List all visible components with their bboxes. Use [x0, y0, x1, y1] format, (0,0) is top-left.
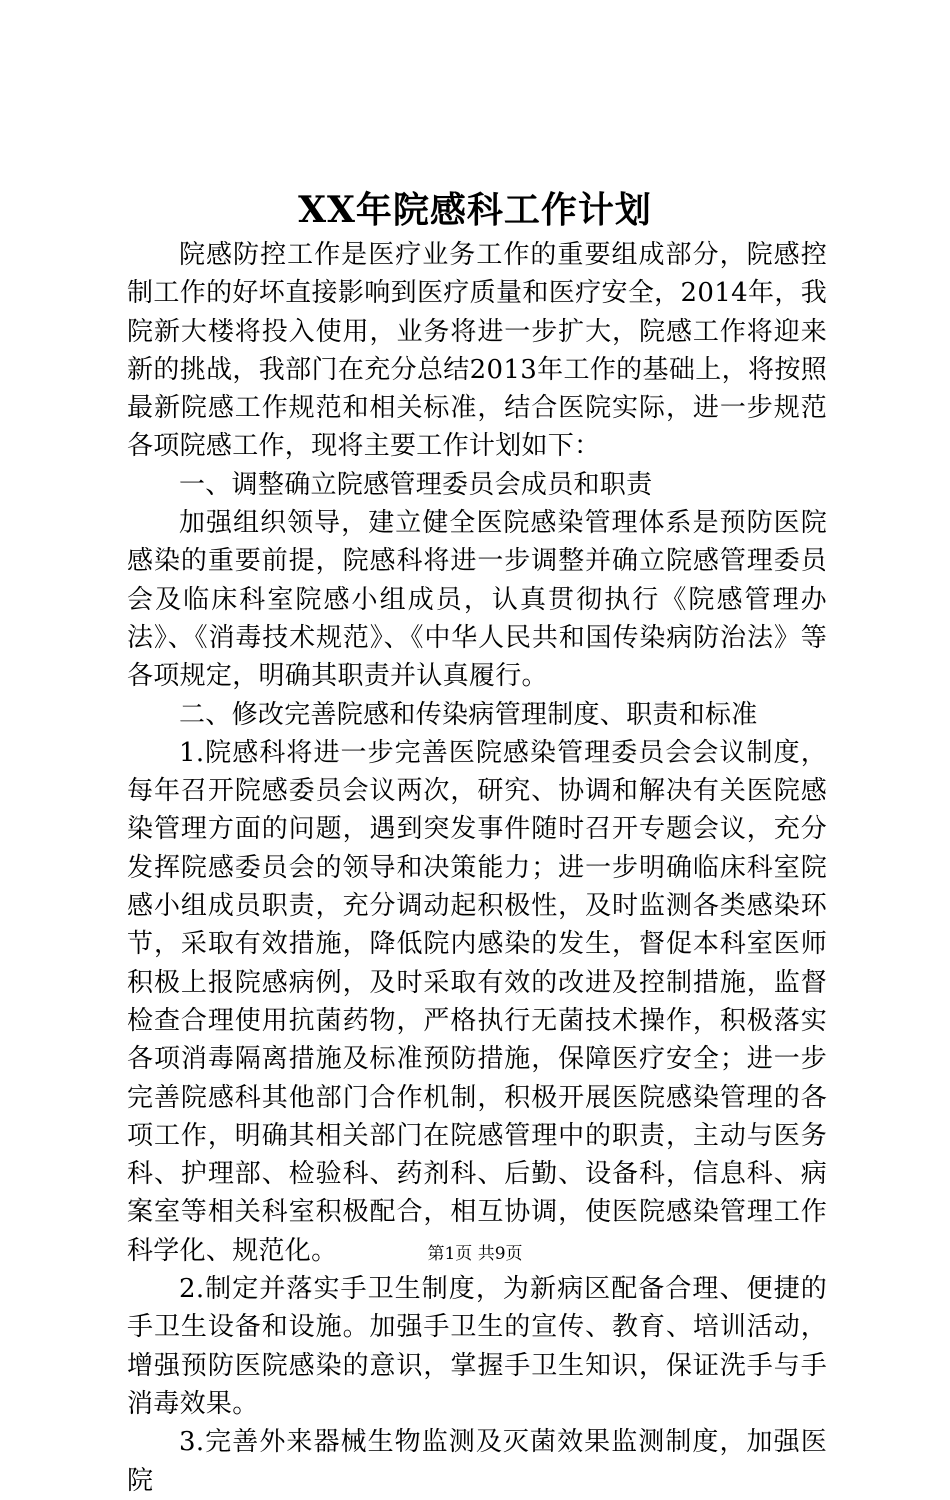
- paragraph-section-1: 加强组织领导，建立健全医院感染管理体系是预防医院感染的重要前提，院感科将进一步调整并确立院感管理委员会及临床科室院感小组成员，认真贯彻执行《院感管理办法》、《消毒技术规范》、《中华人民共和国传染病防治法》等各项规定，明确其职责并认真履行。: [127, 508, 827, 692]
- page-total: 共9页: [477, 1244, 523, 1264]
- paragraph-item-2: 2.制定并落实手卫生制度，为新病区配备合理、便捷的手卫生设备和设施。加强手卫生的宣传、教育、培训活动，增强预防医院感染的意识，掌握手卫生知识，保证洗手与手消毒效果。: [127, 1274, 827, 1419]
- paragraph-item-3: 3.完善外来器械生物监测及灭菌效果监测制度，加强医院: [127, 1427, 827, 1496]
- section-heading-2: 二、修改完善院感和传染病管理制度、职责和标准: [179, 699, 758, 730]
- section-heading-1: 一、调整确立院感管理委员会成员和职责: [179, 469, 653, 500]
- paragraph-intro: 院感防控工作是医疗业务工作的重要组成部分，院感控制工作的好坏直接影响到医疗质量和医疗安全，2014年，我院新大楼将投入使用，业务将进一步扩大，院感工作将迎来新的挑战，我部门在充分总结2013年工作的基础上，将按照最新院感工作规范和相关标准，结合医院实际，进一步规范各项院感工作，现将主要工作计划如下：: [127, 240, 827, 462]
- document-body: [127, 236, 827, 1500]
- page-number: 第1页: [427, 1244, 473, 1264]
- paragraph-item-1: 1.院感科将进一步完善医院感染管理委员会会议制度，每年召开院感委员会议两次，研究、协调和解决有关医院感染管理方面的问题，遇到突发事件随时召开专题会议，充分发挥院感委员会的领导和决策能力；进一步明确临床科室院感小组成员职责，充分调动起积极性，及时监测各类感染环节，采取有效措施，降低院内感染的发生，督促本科室医师积极上报院感病例，及时采取有效的改进及控制措施，监督检查合理使用抗菌药物，严格执行无菌技术操作，积极落实各项消毒隔离措施及标准预防措施，保障医疗安全；进一步完善院感科其他部门合作机制，积极开展医院感染管理的各项工作，明确其相关部门在院感管理中的职责，主动与医务科、护理部、检验科、药剂科、后勤、设备科，信息科、病案室等相关科室积极配合，相互协调，使医院感染管理工作科学化、规范化。: [127, 737, 827, 1266]
- page-footer: [0, 1242, 950, 1266]
- document-title: XX年院感科工作计划: [298, 189, 652, 231]
